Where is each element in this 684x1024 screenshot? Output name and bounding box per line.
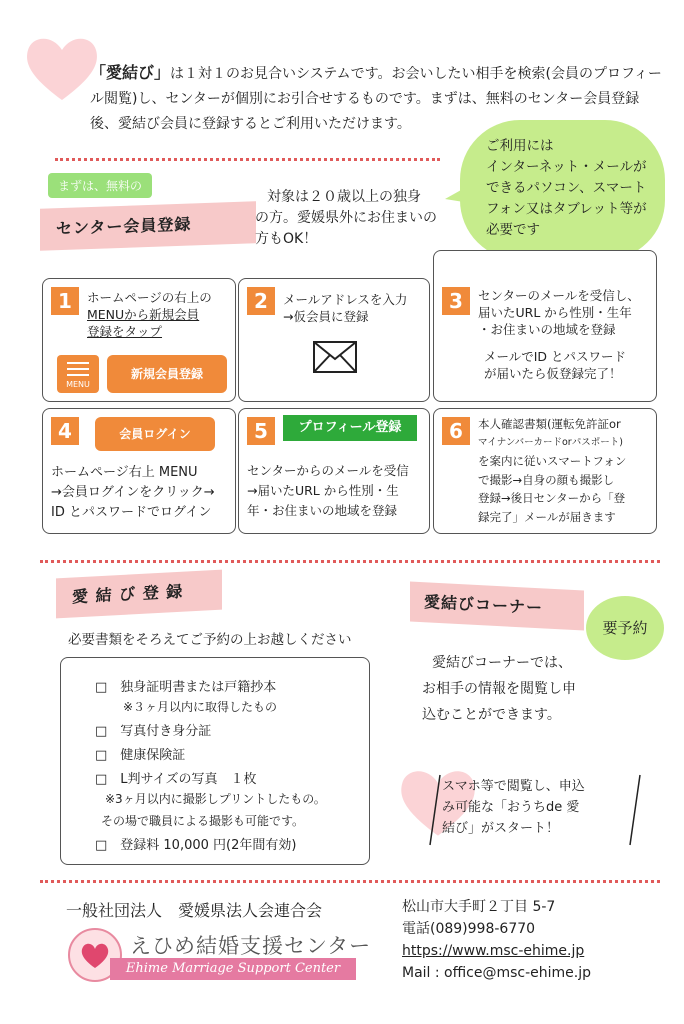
- contact-info: [402, 896, 591, 984]
- step-line: 登録→後日センターから「登: [478, 491, 626, 505]
- intro-text: は１対１のお見合いシステムです。お会いしたい相手を検索(会員のプロフィール閲覧)し、センターが個別にお引合せするものです。まずは、無料のセンター会員登録後、愛結び会員に登録するとご利用いただけます。: [90, 66, 662, 132]
- list-item: □ 登録料 10,000 円(2年間有効): [95, 838, 297, 853]
- bubble-line: ご利用には: [486, 138, 554, 154]
- email[interactable]: Mail : office@msc-ehime.jp: [402, 965, 591, 981]
- step-line: 本人確認書類(運転免許証or: [478, 417, 621, 431]
- step-3: [433, 250, 657, 402]
- list-item: その場で職員による撮影も可能です。: [101, 814, 305, 828]
- center-english-name: Ehime Marriage Support Center: [125, 961, 341, 976]
- divider: [40, 880, 660, 883]
- step-5: [238, 408, 430, 534]
- home-service-text: [442, 776, 585, 839]
- step-line: を案内に従いスマートフォン: [478, 454, 627, 468]
- list-item: □ L判サイズの写真 １枚: [95, 772, 257, 787]
- new-member-button[interactable]: 新規会員登録: [107, 355, 227, 393]
- list-item: □ 独身証明書または戸籍抄本: [95, 680, 277, 695]
- step-line: マイナンバーカードorパスポート): [478, 436, 623, 448]
- step-line: 届いたURL から性別・生年: [478, 305, 632, 320]
- step-line: 録完了」メールが届きます: [478, 509, 616, 524]
- step-line: ホームページの右上の: [87, 290, 212, 305]
- profile-registration-button[interactable]: プロフィール登録: [283, 415, 417, 441]
- target-line: 方もOK！: [255, 231, 318, 247]
- list-item: □ 健康保険証: [95, 748, 186, 763]
- corner-line: 愛結びコーナーでは、: [432, 655, 572, 671]
- step-line: ホームページ右上 MENU: [51, 465, 198, 480]
- list-item: ※３ヶ月以内に取得したもの: [123, 700, 278, 714]
- brand-name: 「愛結び」: [90, 63, 171, 82]
- badge-text: 要予約: [602, 619, 648, 637]
- step-line: で撮影→自身の顔も撮影し: [478, 472, 615, 487]
- center-english-banner: [110, 958, 356, 980]
- envelope-icon: [313, 341, 357, 373]
- step-1: [42, 278, 236, 402]
- step-line: ・お住まいの地域を登録: [478, 322, 616, 337]
- corner-line: 込むことができます。: [422, 707, 561, 723]
- phone: 電話(089)998-6770: [402, 921, 536, 937]
- step-line: センターのメールを受信し、: [478, 288, 640, 303]
- reservation-badge: [586, 596, 664, 660]
- website-link[interactable]: https://www.msc-ehime.jp: [402, 943, 585, 959]
- target-line: の方。愛媛県外にお住まいの: [255, 210, 437, 226]
- step-line: 年・お住まいの地域を登録: [247, 503, 398, 518]
- step-line: →会員ログインをクリック→: [51, 485, 215, 500]
- divider: [40, 560, 660, 563]
- step-number: 5: [247, 417, 275, 445]
- address: 松山市大手町２丁目 5-7: [402, 899, 556, 915]
- center-registration-title: センター会員登録: [40, 201, 256, 251]
- corner-title: 愛結びコーナー: [410, 581, 584, 630]
- step-line: →届いたURL から性別・生: [247, 483, 399, 498]
- bubble-line: インターネット・メールが: [486, 159, 647, 175]
- center-name: えひめ結婚支援センター: [130, 934, 372, 958]
- step-line: が届いたら仮登録完了！: [484, 366, 622, 381]
- step-4-text: [51, 463, 215, 523]
- step-number: 2: [247, 287, 275, 315]
- home-line: み可能な「おうちde 愛: [442, 800, 580, 815]
- home-line: 結び」がスタート！: [442, 821, 560, 836]
- list-item: □ 写真付き身分証: [95, 724, 212, 739]
- step-number: 4: [51, 417, 79, 445]
- hamburger-menu-icon[interactable]: [57, 355, 99, 393]
- required-documents-list: [60, 657, 370, 865]
- member-login-button[interactable]: 会員ログイン: [95, 417, 215, 451]
- step-number: 1: [51, 287, 79, 315]
- step-line: センターからのメールを受信: [247, 463, 409, 478]
- bubble-line: できるパソコン、スマート: [486, 180, 647, 196]
- step-number: 6: [442, 417, 470, 445]
- target-text: [255, 187, 437, 250]
- step-4: [42, 408, 236, 534]
- home-line: スマホ等で閲覧し、申込: [442, 779, 585, 794]
- step-line: 登録をタップ: [87, 324, 163, 339]
- list-item: ※3ヶ月以内に撮影しプリントしたもの。: [105, 792, 326, 806]
- step-line: →仮会員に登録: [283, 309, 369, 324]
- aimusubi-registration-title: 愛 結 び 登 録: [56, 570, 222, 619]
- target-line: 対象は２０歳以上の独身: [267, 189, 421, 205]
- bubble-line: 必要です: [486, 222, 540, 238]
- corner-text: [410, 650, 576, 728]
- bubble-tail: [445, 185, 470, 205]
- requirement-bubble: [460, 120, 665, 260]
- step-line: メールでID とパスワード: [484, 349, 627, 364]
- step-1-text: [87, 289, 212, 340]
- step-line: MENUから新規会員: [87, 307, 200, 322]
- corner-line: お相手の情報を閲覧し申: [422, 681, 576, 697]
- step-5-text: [247, 461, 409, 521]
- registration-note: 必要書類をそろえてご予約の上お越しください: [68, 632, 352, 648]
- step-line: メールアドレスを入力: [283, 292, 408, 307]
- step-3-text: [478, 287, 640, 382]
- step-line: ID とパスワードでログイン: [51, 505, 212, 520]
- organization-name: 一般社団法人 愛媛県法人会連合会: [66, 901, 323, 920]
- step-number: 3: [442, 287, 470, 315]
- free-tag: まずは、無料の: [48, 173, 152, 198]
- step-6: [433, 408, 657, 534]
- bubble-line: フォン又はタブレット等が: [486, 201, 647, 217]
- step-6-text: [478, 415, 626, 526]
- menu-label: MENU: [66, 380, 90, 389]
- divider: [55, 158, 440, 161]
- step-2-text: [283, 291, 407, 325]
- step-2: [238, 278, 430, 402]
